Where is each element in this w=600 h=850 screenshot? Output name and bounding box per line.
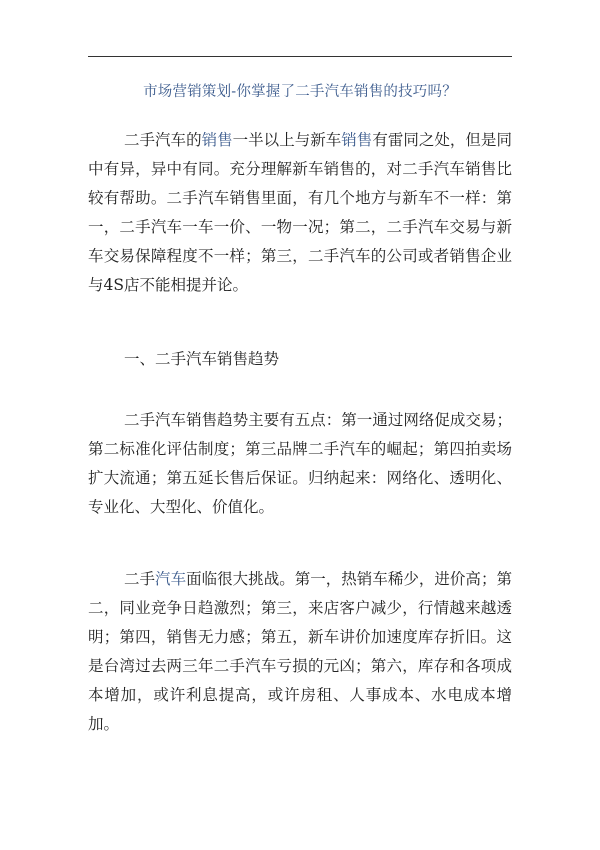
- sales-link-2[interactable]: 销售: [341, 131, 373, 149]
- paragraph-intro-text-1: 二手汽车的: [124, 131, 202, 149]
- paragraph-challenges: [88, 565, 512, 739]
- paragraph-intro-text-3: 有雷同之处，但是同中有异，异中有同。充分理解新车销售的，对二手汽车销售比较有帮助。二手汽车销售里面，有几个地方与新车不一样：第一，二手汽车一车一价、一物一况；第二，二手汽车交易与新车交易保障程度不一样；第三，二手汽车的公司或者销售企业与4S店不能相提并论。: [88, 131, 512, 294]
- sales-link-1[interactable]: 销售: [201, 131, 233, 149]
- paragraph-challenges-text-2: 面临很大挑战。第一，热销车稀少，进价高；第二，同业竞争日趋激烈；第三，来店客户减少，行情越来越透明；第四，销售无力感；第五，新车讲价加速度库存折旧。这是台湾过去两三年二手汽车亏损的元凶；第六，库存和各项成本增加，或许利息提高，或许房租、人事成本、水电成本增加。: [88, 570, 512, 733]
- document-title: 市场营销策划-你掌握了二手汽车销售的技巧吗？: [143, 84, 457, 100]
- paragraph-trends: 二手汽车销售趋势主要有五点：第一通过网络促成交易；第二标准化评估制度；第三品牌二手汽车的崛起；第四拍卖场扩大流通；第五延长售后保证。归纳起来：网络化、透明化、专业化、大型化、价值化。: [88, 411, 512, 516]
- car-link[interactable]: 汽车: [155, 570, 187, 588]
- header-rule: [88, 56, 512, 57]
- paragraph-intro-text-2: 一半以上与新车: [232, 131, 342, 149]
- section-heading-trends: 一、二手汽车销售趋势: [124, 350, 280, 368]
- paragraph-intro: [88, 126, 512, 300]
- paragraph-challenges-text-1: 二手: [124, 570, 156, 588]
